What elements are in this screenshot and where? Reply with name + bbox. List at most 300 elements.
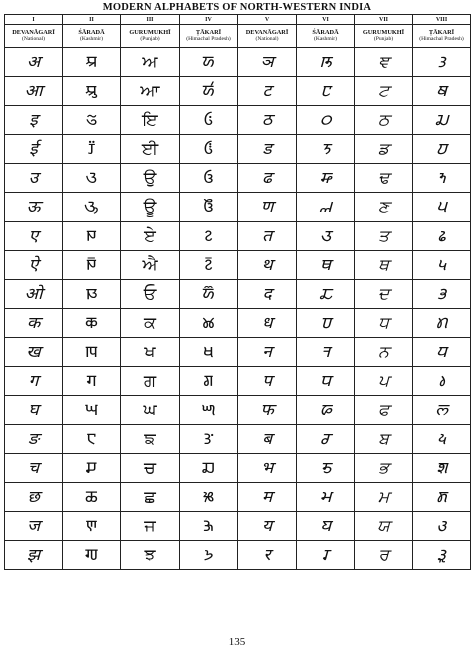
letter-glyph: 𑚏 xyxy=(202,458,215,477)
script-region: (Himachal Pradesh) xyxy=(419,36,464,43)
table-row xyxy=(5,251,471,280)
letter-cell xyxy=(63,106,121,135)
letter-glyph: य xyxy=(261,516,273,535)
letter-cell xyxy=(180,193,238,222)
letter-glyph: 𑚁 xyxy=(202,81,215,100)
letter-cell xyxy=(355,512,413,541)
letter-cell xyxy=(121,48,180,77)
letter-cell xyxy=(413,512,471,541)
letter-cell xyxy=(63,512,121,541)
letter-cell xyxy=(355,164,413,193)
letter-glyph: 𑆡 xyxy=(319,255,332,274)
letter-glyph: 𑚞 xyxy=(436,197,447,216)
letter-cell xyxy=(413,135,471,164)
letter-glyph: उ xyxy=(28,168,39,187)
table-row xyxy=(5,135,471,164)
letter-glyph: ਥ xyxy=(377,255,390,274)
letter-glyph: 𑚊 xyxy=(202,313,215,332)
letter-glyph: ਠ xyxy=(377,110,390,129)
letter-cell xyxy=(63,483,121,512)
column-number: V xyxy=(238,15,297,25)
script-region: (Punjab) xyxy=(140,36,160,43)
letter-cell xyxy=(297,164,355,193)
letter-glyph: ञ xyxy=(260,52,274,71)
letter-cell xyxy=(121,367,180,396)
letter-glyph: 𑚪 xyxy=(436,545,446,564)
letter-cell xyxy=(180,135,238,164)
letter-glyph: 𑆞 xyxy=(319,168,332,187)
letter-glyph: ਬ xyxy=(378,429,389,448)
letter-cell xyxy=(5,425,63,454)
letter-cell xyxy=(238,338,297,367)
letter-glyph: ज xyxy=(26,516,41,535)
column-header xyxy=(413,25,471,48)
letter-cell xyxy=(121,425,180,454)
table-row xyxy=(5,425,471,454)
letter-glyph: ਫ xyxy=(377,400,390,419)
column-header xyxy=(5,25,63,48)
letter-cell xyxy=(413,338,471,367)
letter-cell xyxy=(355,425,413,454)
column-number: II xyxy=(63,15,121,25)
letter-cell xyxy=(413,309,471,338)
letter-glyph: ਦ xyxy=(377,284,390,303)
letter-glyph: 𑆜 xyxy=(319,110,332,129)
letter-glyph: 𑚥 xyxy=(435,400,448,419)
letter-glyph: 𑚟 xyxy=(437,226,446,245)
letter-cell xyxy=(63,338,121,367)
letter-glyph: 𑆗 xyxy=(85,487,98,506)
table-row xyxy=(5,367,471,396)
letter-cell xyxy=(297,48,355,77)
letter-glyph: 𑆃 xyxy=(85,52,98,71)
letter-cell xyxy=(355,222,413,251)
letter-glyph: त xyxy=(261,226,273,245)
letter-glyph: 𑚄 xyxy=(203,168,214,187)
column-header xyxy=(238,25,297,48)
letter-glyph: 𑚠 xyxy=(436,255,447,274)
letter-cell xyxy=(238,396,297,425)
letter-cell xyxy=(238,367,297,396)
letter-glyph: ਏ xyxy=(144,226,156,245)
column-header xyxy=(355,25,413,48)
letter-cell xyxy=(413,77,471,106)
letter-cell xyxy=(5,367,63,396)
letter-glyph: ठ xyxy=(261,110,273,129)
letter-cell xyxy=(355,193,413,222)
letter-glyph: 𑆄 xyxy=(85,81,98,100)
letter-glyph: फ xyxy=(260,400,274,419)
letter-glyph: 𑆚 xyxy=(319,52,332,71)
letter-cell xyxy=(355,367,413,396)
letter-glyph: 𑚛 xyxy=(434,110,449,129)
letter-glyph: ਘ xyxy=(143,400,157,419)
letter-glyph: आ xyxy=(24,81,43,100)
letter-glyph: ब xyxy=(261,429,273,448)
letter-cell xyxy=(180,338,238,367)
letter-glyph: 𑆙 xyxy=(84,545,99,564)
letter-glyph: ਕ xyxy=(143,313,156,332)
letter-cell xyxy=(297,280,355,309)
table-body xyxy=(5,48,471,570)
letter-cell xyxy=(180,251,238,280)
table-row xyxy=(5,483,471,512)
letter-cell xyxy=(5,77,63,106)
letter-glyph: 𑚋 xyxy=(203,342,214,361)
letter-glyph: ਢ xyxy=(377,168,390,187)
letter-cell xyxy=(413,454,471,483)
letter-glyph: ਤ xyxy=(377,226,390,245)
letter-glyph: 𑆆 xyxy=(87,139,96,158)
letter-glyph: ਆ xyxy=(140,81,160,100)
letter-cell xyxy=(413,193,471,222)
letter-glyph: घ xyxy=(28,400,39,419)
letter-glyph: 𑆢 xyxy=(319,284,332,303)
letter-glyph: ओ xyxy=(24,284,43,303)
letter-glyph: 𑚈 xyxy=(202,284,215,303)
letter-cell xyxy=(63,77,121,106)
column-header xyxy=(180,25,238,48)
letter-glyph: 𑚑 xyxy=(203,516,214,535)
letter-cell xyxy=(355,338,413,367)
script-region: (National) xyxy=(22,36,45,43)
letter-glyph: ਖ xyxy=(144,342,156,361)
letter-cell xyxy=(355,309,413,338)
letter-glyph: ए xyxy=(28,226,39,245)
letter-glyph: 𑚀 xyxy=(202,52,215,71)
letter-glyph: 𑆒 xyxy=(85,342,98,361)
letter-cell xyxy=(297,425,355,454)
letter-glyph: 𑚂 xyxy=(203,110,214,129)
script-region: (Himachal Pradesh) xyxy=(186,36,231,43)
letter-cell xyxy=(180,106,238,135)
letter-cell xyxy=(5,541,63,570)
letter-glyph: 𑆘 xyxy=(85,516,98,535)
letter-cell xyxy=(63,135,121,164)
letter-glyph: छ xyxy=(27,487,40,506)
table-row xyxy=(5,164,471,193)
letter-glyph: 𑚢 xyxy=(435,313,448,332)
letter-glyph: 𑆤 xyxy=(320,342,331,361)
letter-glyph: ਗ xyxy=(143,371,157,390)
column-header xyxy=(297,25,355,48)
letter-glyph: 𑚝 xyxy=(437,168,446,187)
script-name: DEVANĀGARĪ xyxy=(12,29,55,37)
letter-cell xyxy=(180,280,238,309)
letter-cell xyxy=(121,164,180,193)
letter-cell xyxy=(297,483,355,512)
column-number: IV xyxy=(180,15,238,25)
letter-cell xyxy=(180,164,238,193)
letter-glyph: 𑆠 xyxy=(319,226,332,245)
letter-glyph: 𑚣 xyxy=(436,342,447,361)
table-row xyxy=(5,106,471,135)
column-header xyxy=(63,25,121,48)
letter-cell xyxy=(413,396,471,425)
letter-cell xyxy=(121,396,180,425)
letter-glyph: ऐ xyxy=(28,255,39,274)
letter-cell xyxy=(121,309,180,338)
letter-cell xyxy=(238,512,297,541)
letter-cell xyxy=(121,106,180,135)
letter-cell xyxy=(355,396,413,425)
letter-cell xyxy=(297,222,355,251)
letter-cell xyxy=(121,483,180,512)
script-region: (National) xyxy=(255,36,279,43)
letter-glyph: ग xyxy=(28,371,39,390)
letter-cell xyxy=(180,512,238,541)
letter-cell xyxy=(355,77,413,106)
letter-glyph: 𑆇 xyxy=(86,168,97,187)
letter-glyph: 𑚅 xyxy=(203,197,214,216)
letter-glyph: 𑚩 xyxy=(436,516,447,535)
letter-glyph: इ xyxy=(29,110,38,129)
letter-cell xyxy=(63,367,121,396)
letter-glyph: 𑚧 xyxy=(435,458,448,477)
letter-cell xyxy=(238,425,297,454)
script-name: DEVANĀGARĪ xyxy=(245,29,289,37)
letter-glyph: 𑆖 xyxy=(85,458,97,477)
letter-cell xyxy=(121,135,180,164)
letter-cell xyxy=(180,454,238,483)
letter-glyph: 𑚎 xyxy=(203,429,214,448)
letter-glyph: 𑆧 xyxy=(320,429,331,448)
letter-cell xyxy=(297,135,355,164)
letter-glyph: 𑆓 xyxy=(86,371,97,390)
letter-glyph: ई xyxy=(29,139,38,158)
letter-cell xyxy=(297,106,355,135)
letter-cell xyxy=(355,483,413,512)
letter-cell xyxy=(238,135,297,164)
letter-cell xyxy=(121,454,180,483)
letter-cell xyxy=(5,164,63,193)
letter-glyph: ਭ xyxy=(378,458,389,477)
script-name: ŚĀRADĀ xyxy=(78,29,105,37)
letter-glyph: ङ xyxy=(27,429,40,448)
table-row xyxy=(5,512,471,541)
letter-cell xyxy=(63,454,121,483)
letter-glyph: 𑚆 xyxy=(204,226,213,245)
letter-cell xyxy=(63,48,121,77)
letter-glyph: च xyxy=(27,458,40,477)
letter-cell xyxy=(5,338,63,367)
letter-cell xyxy=(413,483,471,512)
letter-cell xyxy=(297,309,355,338)
letter-cell xyxy=(5,454,63,483)
letter-cell xyxy=(297,396,355,425)
script-name: ŚĀRADĀ xyxy=(312,29,339,37)
letter-cell xyxy=(63,193,121,222)
letter-cell xyxy=(121,280,180,309)
letter-cell xyxy=(238,280,297,309)
letter-cell xyxy=(5,396,63,425)
letter-cell xyxy=(238,77,297,106)
letter-cell xyxy=(297,454,355,483)
letter-glyph: ढ xyxy=(262,168,272,187)
column-header-row xyxy=(5,25,471,48)
letter-glyph: 𑆣 xyxy=(319,313,332,332)
letter-cell xyxy=(238,251,297,280)
table-row xyxy=(5,222,471,251)
letter-cell xyxy=(413,367,471,396)
letter-glyph: 𑆈 xyxy=(84,197,99,216)
letter-glyph: ਧ xyxy=(377,313,390,332)
letter-glyph: भ xyxy=(260,458,274,477)
letter-cell xyxy=(238,164,297,193)
letter-glyph: ऊ xyxy=(26,197,41,216)
letter-glyph: द xyxy=(262,284,272,303)
letter-cell xyxy=(413,425,471,454)
letter-cell xyxy=(63,309,121,338)
table-row xyxy=(5,396,471,425)
letter-glyph: 𑆨 xyxy=(319,458,332,477)
letter-cell xyxy=(355,280,413,309)
letter-glyph: 𑆪 xyxy=(320,516,331,535)
letter-glyph: ਛ xyxy=(144,487,156,506)
letter-glyph: न xyxy=(262,342,272,361)
column-number: I xyxy=(5,15,63,25)
letter-glyph: 𑆫 xyxy=(321,545,330,564)
letter-glyph: ਞ xyxy=(377,52,390,71)
letter-cell xyxy=(180,222,238,251)
letter-glyph: 𑚜 xyxy=(436,139,447,158)
letter-glyph: 𑆟 xyxy=(319,197,332,216)
letter-cell xyxy=(5,309,63,338)
letter-glyph: ਣ xyxy=(377,197,390,216)
letter-cell xyxy=(238,483,297,512)
letter-glyph: 𑚚 xyxy=(436,81,447,100)
letter-glyph: ਚ xyxy=(144,458,156,477)
table-row xyxy=(5,193,471,222)
table-row xyxy=(5,338,471,367)
letter-glyph: 𑆏 xyxy=(85,284,98,303)
letter-glyph: 𑚡 xyxy=(437,284,446,303)
letter-glyph: म xyxy=(261,487,273,506)
letter-cell xyxy=(297,338,355,367)
letter-glyph: 𑆎 xyxy=(86,255,97,274)
letter-glyph: ਈ xyxy=(141,139,159,158)
letter-glyph: ਝ xyxy=(144,545,156,564)
letter-cell xyxy=(121,512,180,541)
table-row xyxy=(5,541,471,570)
letter-cell xyxy=(63,541,121,570)
letter-cell xyxy=(5,251,63,280)
letter-cell xyxy=(63,164,121,193)
letter-cell xyxy=(355,48,413,77)
letter-glyph: 𑆅 xyxy=(85,110,98,129)
letter-cell xyxy=(238,193,297,222)
letter-glyph: 𑚙 xyxy=(437,52,446,71)
letter-cell xyxy=(121,77,180,106)
letter-cell xyxy=(5,193,63,222)
letter-cell xyxy=(238,48,297,77)
letter-glyph: ਪ xyxy=(377,371,390,390)
letter-cell xyxy=(180,309,238,338)
script-region: (Kashmir) xyxy=(80,36,103,43)
letter-glyph: ਡ xyxy=(377,139,390,158)
table-row xyxy=(5,280,471,309)
letter-glyph: ट xyxy=(262,81,272,100)
letter-glyph: 𑆍 xyxy=(86,226,97,245)
letter-glyph: 𑆩 xyxy=(319,487,332,506)
letter-cell xyxy=(5,106,63,135)
letter-cell xyxy=(297,541,355,570)
letter-glyph: थ xyxy=(261,255,273,274)
letter-cell xyxy=(297,193,355,222)
letter-cell xyxy=(180,483,238,512)
letter-glyph: 𑚨 xyxy=(436,487,447,506)
letter-glyph: ख xyxy=(26,342,41,361)
letter-cell xyxy=(355,454,413,483)
letter-glyph: र xyxy=(263,545,271,564)
letter-cell xyxy=(413,280,471,309)
table-row xyxy=(5,77,471,106)
letter-glyph: 𑚒 xyxy=(204,545,213,564)
letter-cell xyxy=(63,280,121,309)
letter-glyph: 𑚇 xyxy=(204,255,213,274)
letter-cell xyxy=(238,454,297,483)
letter-cell xyxy=(180,367,238,396)
letter-cell xyxy=(238,309,297,338)
letter-glyph: 𑚌 xyxy=(203,371,214,390)
script-name: GURUMUKHĪ xyxy=(129,29,171,37)
script-region: (Punjab) xyxy=(373,36,394,43)
letter-glyph: ਅ xyxy=(142,52,158,71)
letter-cell xyxy=(297,77,355,106)
script-name: ṬĀKARĪ xyxy=(428,29,455,37)
letter-cell xyxy=(413,106,471,135)
letter-cell xyxy=(180,396,238,425)
letter-glyph: 𑆑 xyxy=(85,313,98,332)
column-number: VIII xyxy=(413,15,471,25)
letter-cell xyxy=(297,367,355,396)
letter-cell xyxy=(180,425,238,454)
letter-cell xyxy=(238,222,297,251)
letter-glyph: 𑚦 xyxy=(437,429,446,448)
letter-cell xyxy=(355,541,413,570)
letter-cell xyxy=(355,106,413,135)
letter-cell xyxy=(5,512,63,541)
letter-cell xyxy=(413,48,471,77)
letter-cell xyxy=(413,541,471,570)
letter-glyph: ਰ xyxy=(378,545,389,564)
letter-cell xyxy=(5,48,63,77)
letter-cell xyxy=(121,541,180,570)
letter-cell xyxy=(413,251,471,280)
letter-glyph: ਙ xyxy=(144,429,156,448)
letter-glyph: अ xyxy=(26,52,41,71)
letter-cell xyxy=(413,222,471,251)
column-number: VI xyxy=(297,15,355,25)
letter-glyph: 𑚍 xyxy=(201,400,216,419)
letter-glyph: झ xyxy=(26,545,41,564)
letter-cell xyxy=(180,541,238,570)
letter-glyph: ਐ xyxy=(142,255,158,274)
letter-cell xyxy=(413,164,471,193)
column-number: VII xyxy=(355,15,413,25)
letter-glyph: 𑆥 xyxy=(319,371,332,390)
letter-glyph: ਨ xyxy=(377,342,389,361)
letter-cell xyxy=(5,222,63,251)
letter-glyph: ਊ xyxy=(143,197,157,216)
letter-glyph: ण xyxy=(260,197,274,216)
letter-cell xyxy=(180,77,238,106)
letter-glyph: 𑆔 xyxy=(84,400,99,419)
letter-cell xyxy=(5,135,63,164)
letter-glyph: 𑚃 xyxy=(203,139,214,158)
letter-glyph: ड xyxy=(262,139,272,158)
letter-glyph: ਜ xyxy=(144,516,156,535)
